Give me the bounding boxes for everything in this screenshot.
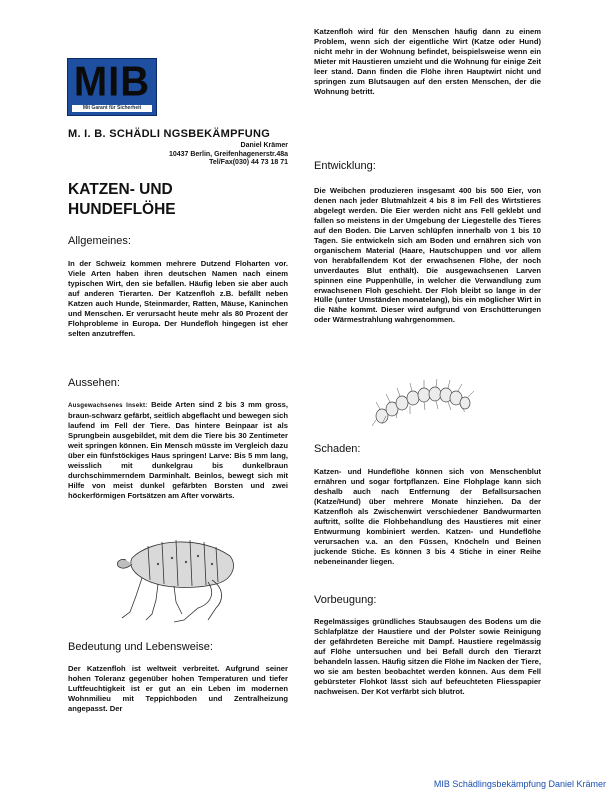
text-bedeutung: Der Katzenfloh ist weltweit verbreitet. Aufgrund seiner hohen Toleranz gegenüber hohen Temperaturen und tiefer Luftfeuchtigkeit ist er gut an ein Leben im modernen Wohnmilieu mit Teppichboden und Zentralheizung angepasst. Der [68,664,288,713]
company-logo [67,58,157,116]
page-title [68,180,268,220]
text-schaden: Katzen- und Hundeflöhe können sich von Menschenblut ernähren und sogar fortpflanzen. Eine Flohplage kann sich deshalb auch nach Entfernung der Befallsursachen (Katze/Hund) über mehrere Monate hinziehen. Da der Katzenfloh als Zwischenwirt verschiedener Bandwurmarten auftritt, sollte die Flohbehandlung des Haustieres mit einer Entwurmung kombiniert werden. Katzen- und Hundeflöhe verursachen v.a. an den Füssen, Knöcheln und Beinen juckende Stiche. Es können 3 bis 4 Stiche in einer Reihe nebeneinander liegen. [314,467,541,566]
heading-schaden: Schaden: [314,443,361,455]
heading-allgemeines: Allgemeines: [68,235,131,247]
text-larve: Bis 5 mm lang, weisslich mit dunkelgrau bis dunkelbraun durchschimmerndem Darminhalt. Beinlos, bewegt sich mit Hilfe von meist dunkel gefärbten Borsten und zwei höckerförmigen Fortsätzen am After vorwärts. [68,450,288,500]
label-larve: Larve: [209,450,232,460]
contact-block [100,142,288,168]
company-name: M. I. B. SCHÄDLI NGSBEKÄMPFUNG [68,128,271,140]
text-allgemeines: In der Schweiz kommen mehrere Dutzend Floharten vor. Viele Arten haben ihren deutschen Namen nach einem typischen Wirt, den sie befallen. Häufig leben sie aber auch auf anderen Tierarten. Der Katzenfloh z.B. befällt neben Katzen auch Hunde, Steinmarder, Ratten, Mäuse, Kaninchen und Menschen. Er verursacht heute mehr als 80 Prozent der Flohprobleme in Europa. Der Hundefloh hingegen ist eher selten anzutreffen. [68,259,288,338]
heading-vorbeugung: Vorbeugung: [314,594,377,606]
contact-name: Daniel Krämer [240,142,288,149]
footer-credit: MIB Schädlingsbekämpfung Daniel Krämer [433,779,606,789]
heading-bedeutung: Bedeutung und Lebensweise: [68,641,213,653]
text-bedeutung-continued: Katzenfloh wird für den Menschen häufig dann zu einem Problem, wenn sich der eigentliche Wirt (Katze oder Hund) nicht mehr in der Wohnung befindet, beispielsweise wenn ein Mieter mit Haustieren umzieht und die Wohnung für einige Zeit leer stand. Dann finden die Flöhe ihren Hauptwirt nicht und springen zum Blutsaugen auf den ersten Menschen, der die Wohnung betritt. [314,27,541,96]
label-insekt: Ausgewachsenes Insekt: [68,402,148,409]
logo-tagline: Mit Garant für Sicherheit [72,105,152,112]
heading-entwicklung: Entwicklung: [314,160,376,172]
text-entwicklung: Die Weibchen produzieren insgesamt 400 bis 500 Eier, von denen nach jeder Blutmahlzeit 4 bis 8 im Fell des Wirtstieres abgelegt werden. Die Eier werden nicht ans Fell geklebt und fallen so meistens in der Umgebung der Liegestelle des Tieres auf den Boden. Die Larven schlüpfen innerhalb von 1 bis 10 Tagen. Sie entwickeln sich am Boden und ernähren sich von organischem Material (Haare, Hautschuppen und vor allem von herabfallendem Kot der erwachsenen Flöhe, der noch unverdautes Blut enthält). Die ausgewachsenen Larven spinnen eine Puppenhülle, in welcher die Verwandlung zum erwachsenen Floh geschieht. Der Floh bleibt so lange in der Hülle (unter Umständen monatelang), bis ein möglicher Wirt in die Nähe kommt. Dieser wird aufgrund von Erschütterungen oder Wärmestrahlung wahrgenommen. [314,186,541,325]
contact-phone: Tel/Fax(030) 44 73 18 71 [209,159,288,167]
flea-illustration [112,528,242,623]
larva-illustration [370,378,480,438]
title-line-1: KATZEN- UND [68,181,173,198]
text-vorbeugung: Regelmässiges gründliches Staubsaugen des Bodens um die Schlafplätze der Haustiere und der Polster sowie Reinigung der gefährdeten Bereiche mit Dampf. Haustiere regelmässig auf Flöhe untersuchen und bei Befall durch den Tierarzt behandeln lassen. Häufig sitzen die Flöhe im Nacken der Tiere, wo sie am besten beobachtet werden können. Aus dem Fell gebürsteter Flohkot lässt sich auf befeuchteten Fliesspapier nachweisen. Der Kot verfärbt sich blutrot. [314,617,541,696]
title-line-2: HUNDEFLÖHE [68,201,176,218]
text-insekt: Beide Arten sind 2 bis 3 mm gross, braun-schwarz gefärbt, seitlich abgeflacht und bewegen sich laufend im Fell der Tiere. Das hintere Beinpaar ist als Sprungbein ausgebildet, mit dem die Tiere bis 30 Zentimeter weit springen können. Ein Mensch müsste im Vergleich dazu über ein fünfstöckiges Haus springen! [68,400,288,460]
logo-text: MIB [73,58,151,106]
text-aussehen [68,400,288,501]
contact-address: 10437 Berlin, Greifenhagenerstr.48a [168,150,288,158]
heading-aussehen: Aussehen: [68,377,120,389]
